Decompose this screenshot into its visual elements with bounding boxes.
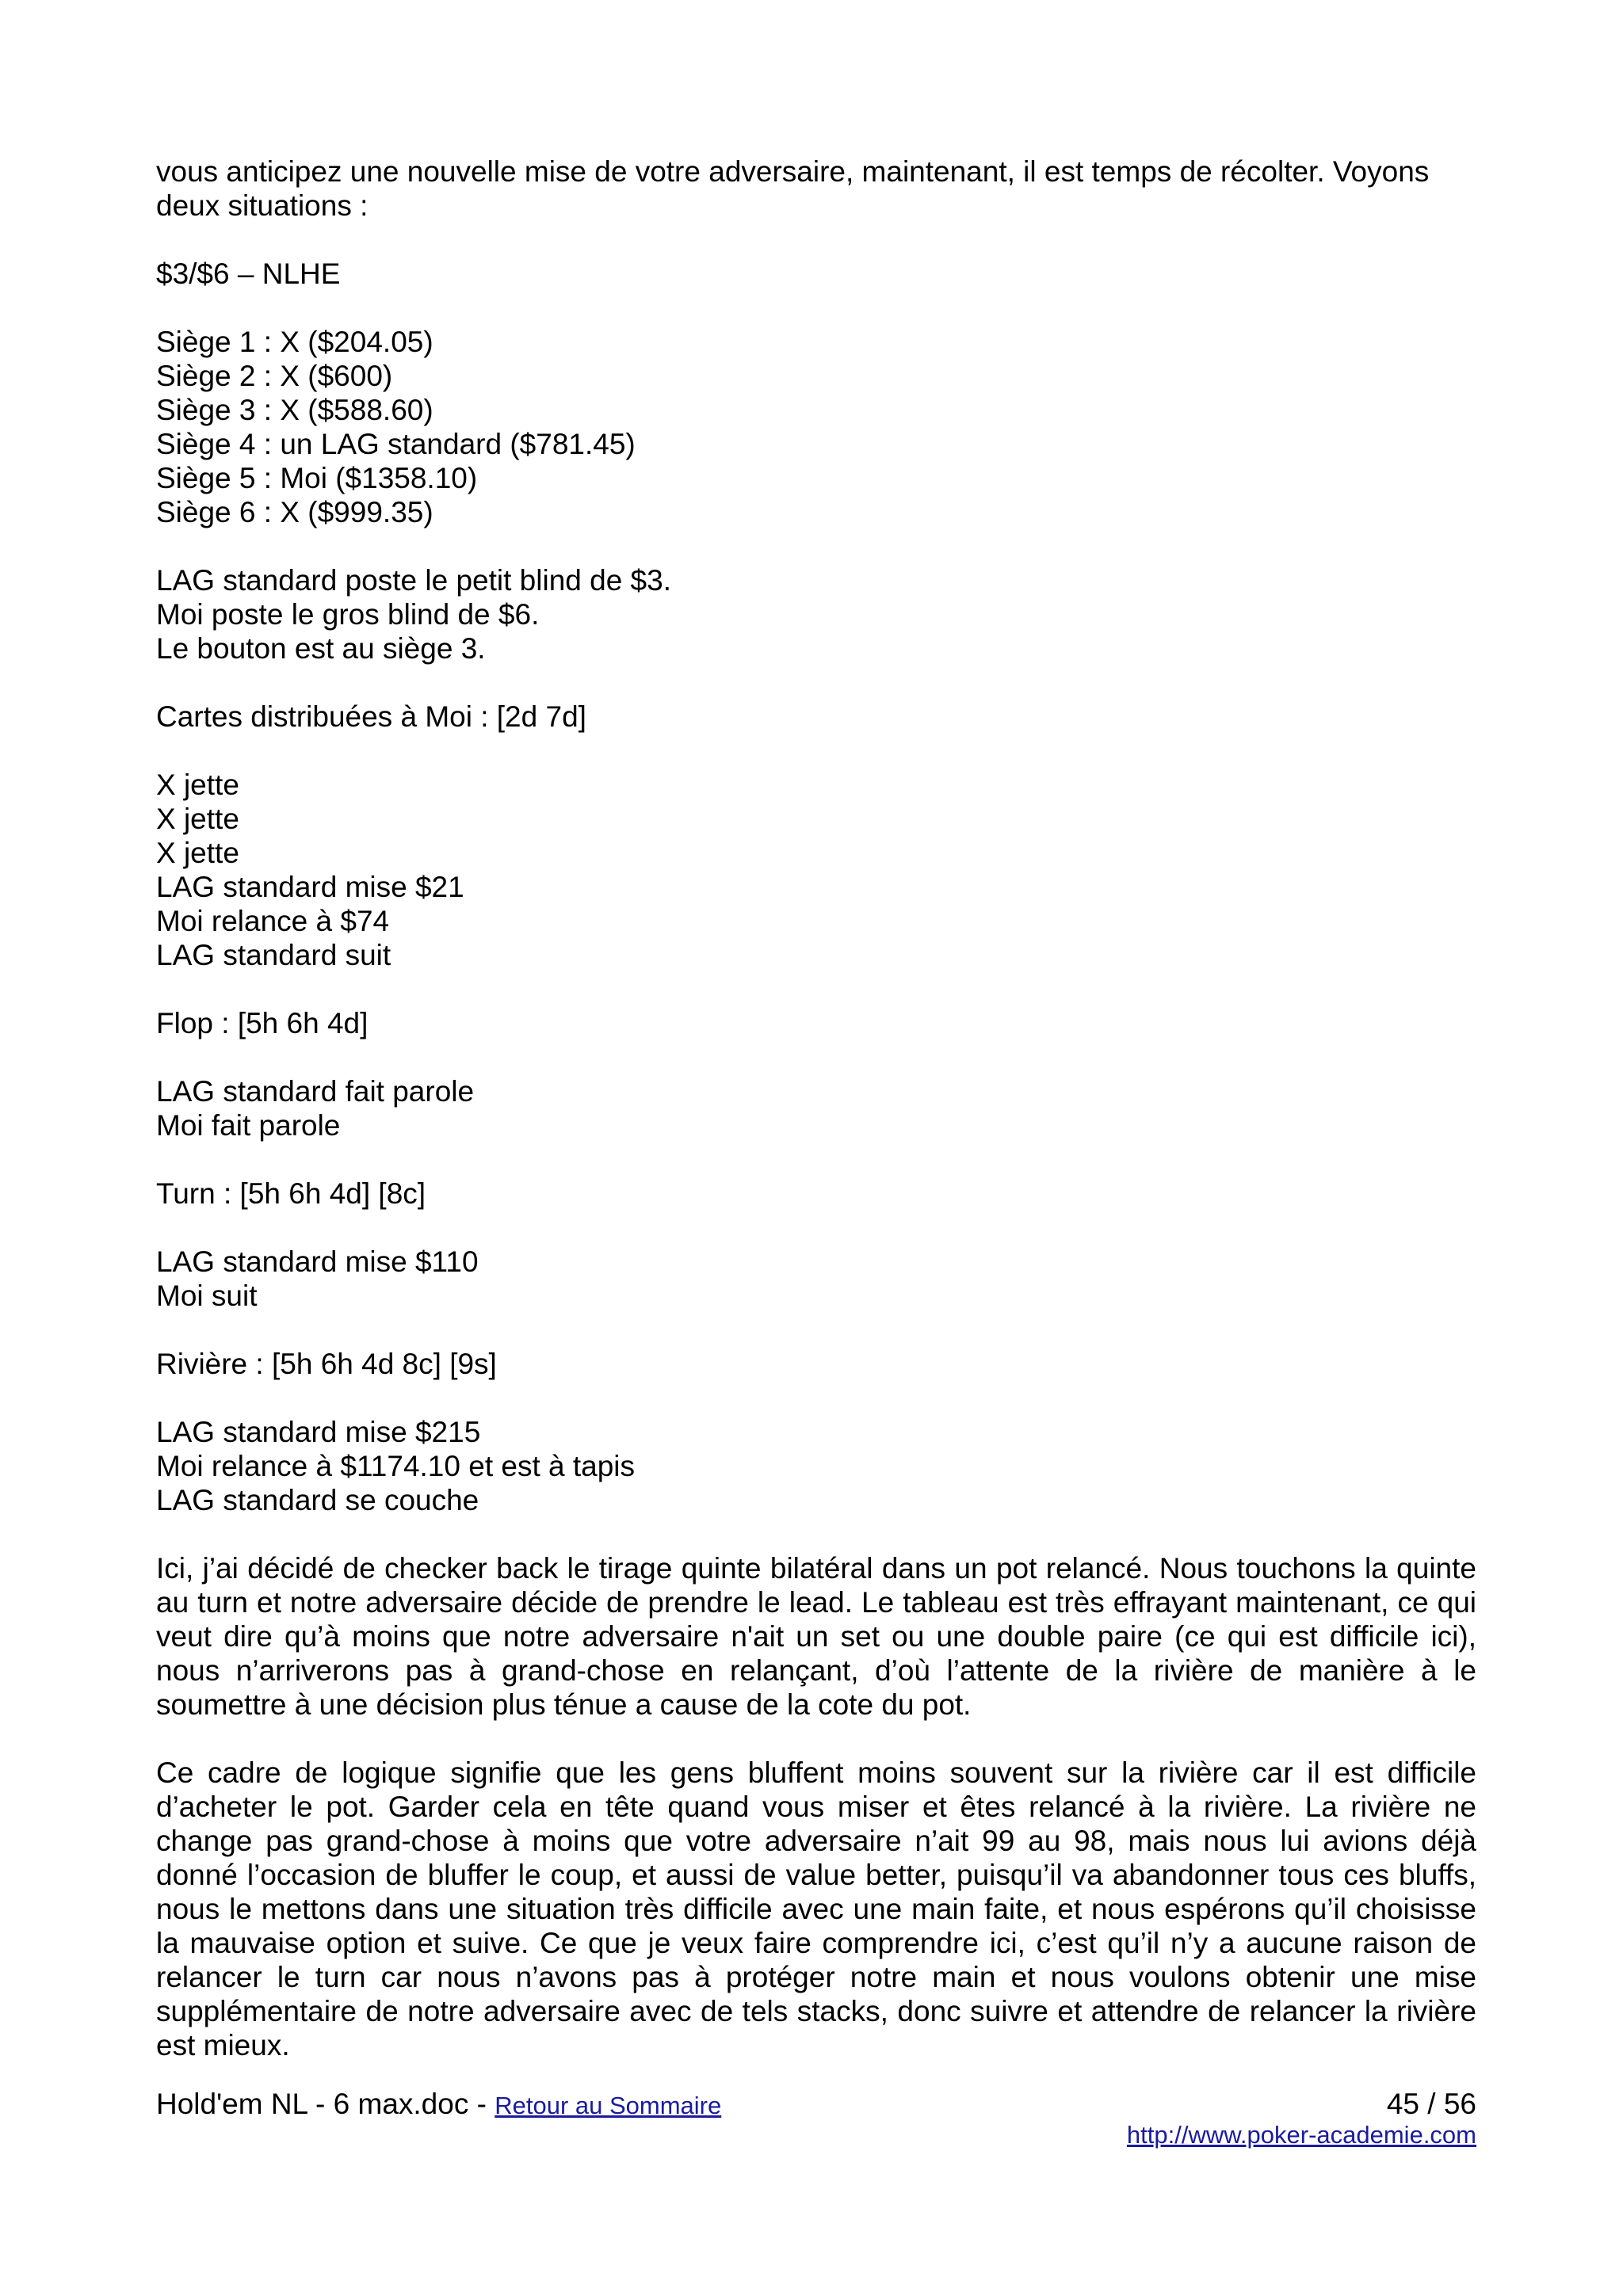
river-action: Moi relance à $1174.10 et est à tapis [156,1450,636,1482]
river-action: LAG standard se couche [156,1484,479,1516]
footer-left [156,2087,721,2122]
analysis-paragraph: Ce cadre de logique signifie que les gens bluffent moins souvent sur la rivière car il est difficile d’acheter le pot. Garder cela en tête quand vous miser et êtes relancé à la rivière. La rivière ne change pas grand-chose à moins que votre adversaire n’ait 99 au 98, mais nous lui avions déjà donné l’occasion de bluffer le coup, et aussi de value better, puisqu’il va abandonner tous ces bluffs, nous le mettons dans une situation très difficile avec une main faite, et nous espérons qu’il choisisse la mauvaise option et suive. Ce que je veux faire comprendre ici, c’est qu’il n’y a aucune raison de relancer le turn car nous n’avons pas à protéger notre main et nous voulons obtenir une mise supplémentaire de notre adversaire avec de tels stacks, donc suivre et attendre de relancer la rivière est mieux. [156,1756,1476,2061]
page-number: 45 / 56 [1386,2088,1476,2120]
preflop-action: LAG standard mise $21 [156,871,464,903]
flop-action: Moi fait parole [156,1109,341,1142]
flop-action: LAG standard fait parole [156,1075,475,1108]
dealt-cards: Cartes distribuées à Moi : [2d 7d] [156,700,586,733]
seat-line: Siège 3 : X ($588.60) [156,394,433,426]
intro-line-1: vous anticipez une nouvelle mise de votre adversaire, maintenant, il est temps de récolter. Voyons [156,155,1430,188]
turn-action: Moi suit [156,1280,258,1312]
seat-line: Siège 6 : X ($999.35) [156,496,433,528]
preflop-action: LAG standard suit [156,939,391,971]
seat-line: Siège 1 : X ($204.05) [156,326,433,358]
blind-line: LAG standard poste le petit blind de $3. [156,564,671,597]
analysis-paragraph: Ici, j’ai décidé de checker back le tirage quinte bilatéral dans un pot relancé. Nous touchons la quinte au turn et notre adversaire décide de prendre le lead. Le tableau est très effrayant maintenant, ce qui veut dire qu’à moins que notre adversaire n'ait un set ou une double paire (ce qui est difficile ici), nous n’arriverons pas à grand-chose en relançant, d’où l’attente de la rivière de manière à le soumettre à une décision plus ténue a cause de la cote du pot. [156,1552,1476,1721]
page-body [156,154,1476,2062]
flop-cards: Flop : [5h 6h 4d] [156,1007,369,1039]
preflop-action: X jette [156,837,239,869]
blind-line: Moi poste le gros blind de $6. [156,598,540,631]
intro-line-2: deux situations : [156,189,369,222]
preflop-action: Moi relance à $74 [156,905,390,937]
preflop-action: X jette [156,769,239,801]
toc-link[interactable]: Retour au Sommaire [495,2092,722,2119]
river-action: LAG standard mise $215 [156,1416,481,1448]
seat-line: Siège 2 : X ($600) [156,360,393,392]
seat-line: Siège 5 : Moi ($1358.10) [156,462,478,494]
site-url-link[interactable]: http://www.poker-academie.com [1126,2121,1476,2149]
turn-cards: Turn : [5h 6h 4d] [8c] [156,1177,426,1210]
seat-line: Siège 4 : un LAG standard ($781.45) [156,428,636,460]
blind-line: Le bouton est au siège 3. [156,632,486,665]
preflop-action: X jette [156,803,239,835]
turn-action: LAG standard mise $110 [156,1245,479,1278]
hand-stakes: $3/$6 – NLHE [156,257,341,290]
river-cards: Rivière : [5h 6h 4d 8c] [9s] [156,1348,497,1380]
footer-doc-name: Hold'em NL - 6 max.doc - [156,2088,495,2120]
